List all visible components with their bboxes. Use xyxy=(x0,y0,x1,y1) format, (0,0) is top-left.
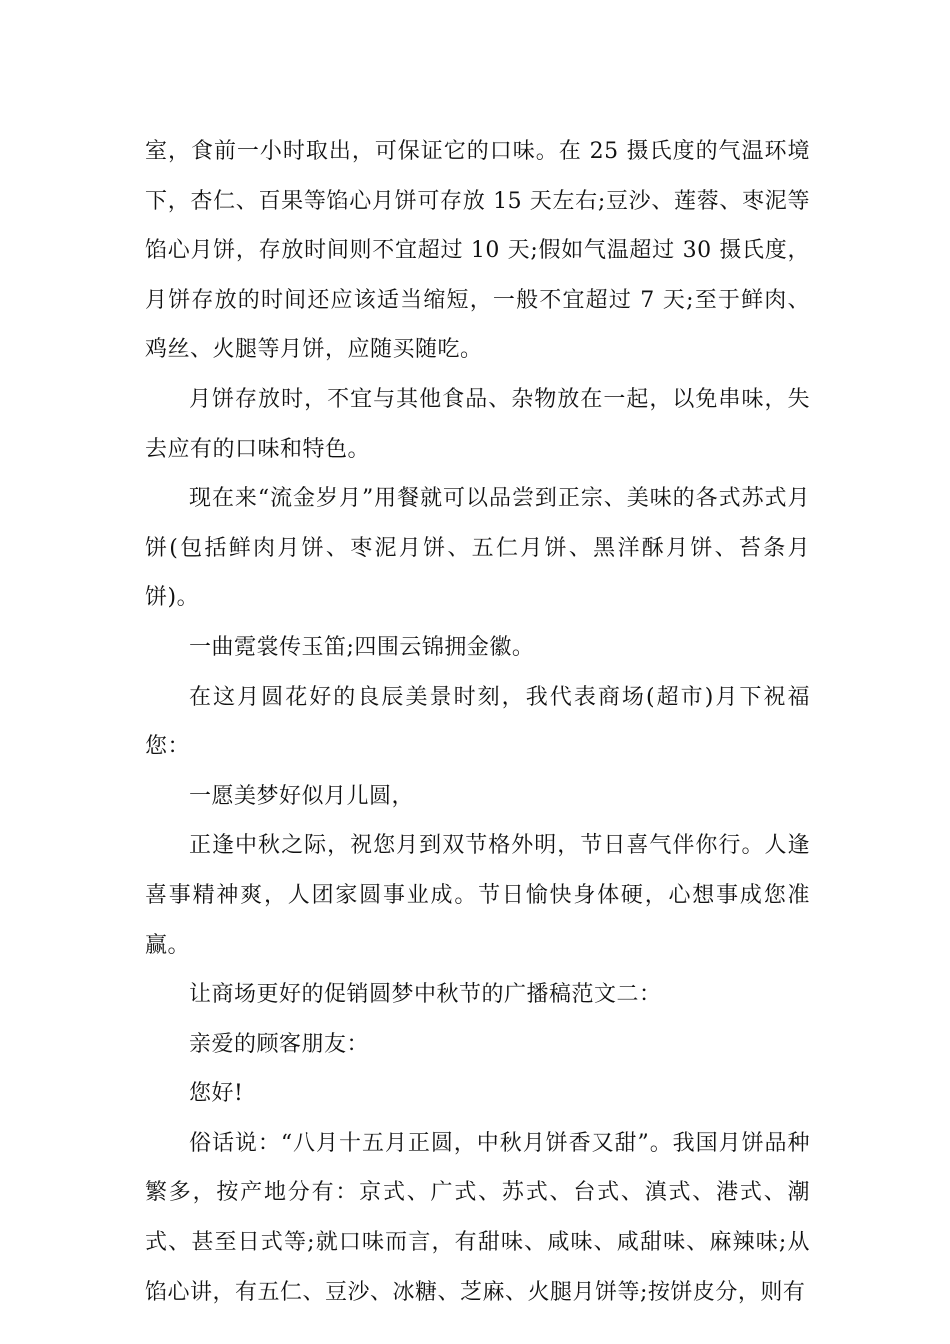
paragraph-section-title: 让商场更好的促销圆梦中秋节的广播稿范文二： xyxy=(189,982,662,1008)
document-body xyxy=(145,127,810,1317)
paragraph-restaurant-promo: 现在来“流金岁月”用餐就可以品尝到正宗、美味的各式苏式月饼(包括鲜肉月饼、枣泥月饼、五仁月饼、黑洋酥月饼、苔条月饼)。 xyxy=(145,486,810,611)
paragraph-festival-greeting: 正逢中秋之际，祝您月到双节格外明，节日喜气伴你行。人逢喜事精神爽，人团家圆事业成。节日愉快身体硬，心想事成您准赢。 xyxy=(145,833,810,958)
paragraph-blessing-intro: 在这月圆花好的良辰美景时刻，我代表商场(超市)月下祝福您： xyxy=(145,684,810,760)
paragraph-couplet: 一曲霓裳传玉笛;四围云锦拥金徽。 xyxy=(189,634,535,660)
paragraph-storage-separate: 月饼存放时，不宜与其他食品、杂物放在一起，以免串味，失去应有的口味和特色。 xyxy=(145,386,810,462)
paragraph-mooncake-varieties: 俗话说：“八月十五月正圆，中秋月饼香又甜”。我国月饼品种繁多，按产地分有：京式、广式、苏式、台式、滇式、港式、潮式、甚至日式等;就口味而言，有甜味、咸味、咸甜味、麻辣味;从馅心讲，有五仁、豆沙、冰糖、芝麻、火腿月饼等;按饼皮分，则有 xyxy=(145,1130,810,1305)
paragraph-greeting: 您好! xyxy=(189,1081,244,1107)
paragraph-salutation: 亲爱的顾客朋友： xyxy=(189,1031,370,1057)
paragraph-first-wish: 一愿美梦好似月儿圆， xyxy=(189,783,415,809)
paragraph-storage-time: 室，食前一小时取出，可保证它的口味。在 25 摄氏度的气温环境下，杏仁、百果等馅心月饼可存放 15 天左右;豆沙、莲蓉、枣泥等馅心月饼，存放时间则不宜超过 10 天;假如气温超过 30 摄氏度，月饼存放的时间还应该适当缩短，一般不宜超过 7 天;至于鲜肉、鸡丝、火腿等月饼，应随买随吃。 xyxy=(145,139,810,363)
